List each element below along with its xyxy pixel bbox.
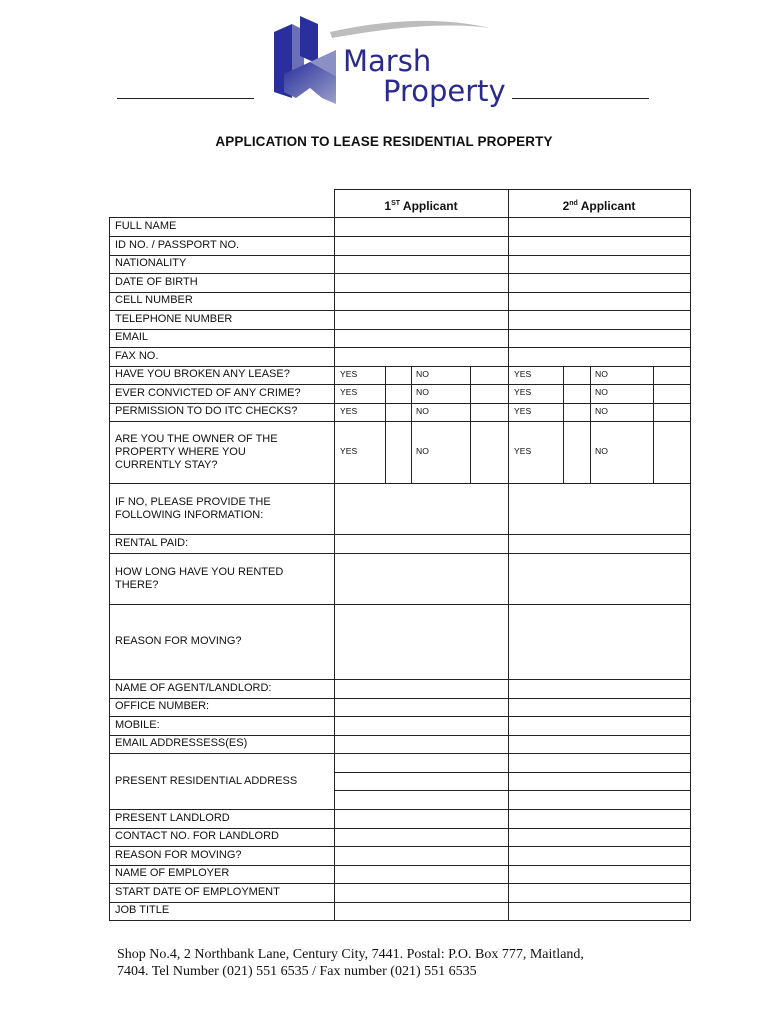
row-label: JOB TITLE: [115, 904, 170, 917]
table-col-rule: [508, 604, 509, 680]
footer-address: [117, 946, 677, 980]
applicant-1-input[interactable]: [334, 883, 508, 902]
no-label: NO: [595, 368, 608, 379]
table-col-rule: [690, 329, 691, 349]
yes-checkbox[interactable]: [385, 384, 411, 403]
yesno-divider: [590, 403, 591, 422]
yes-checkbox[interactable]: [385, 403, 411, 422]
row-label: DATE OF BIRTH: [115, 275, 198, 288]
table-col-rule: [508, 421, 509, 484]
yes-checkbox[interactable]: [563, 403, 590, 422]
yes-label: YES: [340, 446, 358, 456]
table-col-rule: [334, 329, 335, 349]
table-col-rule: [690, 255, 691, 275]
table-col-rule: [109, 366, 110, 386]
applicant-1-number: 1: [384, 199, 392, 213]
yes-checkbox[interactable]: [385, 421, 411, 483]
table-col-rule: [109, 679, 110, 699]
table-col-rule: [334, 347, 335, 367]
table-col-rule: [508, 347, 509, 367]
table-col-rule: [690, 347, 691, 367]
applicant-2-input[interactable]: [508, 735, 690, 754]
table-col-rule: [690, 735, 691, 755]
applicant-2-input[interactable]: [508, 553, 690, 604]
table-row-rule: [109, 920, 691, 921]
table-col-rule: [508, 716, 509, 736]
row-label: IF NO, PLEASE PROVIDE THE FOLLOWING INFORMATION:: [115, 495, 271, 521]
table-col-rule: [109, 828, 110, 848]
table-col-rule: [109, 236, 110, 256]
table-col-rule: [334, 883, 335, 903]
row-label: PRESENT RESIDENTIAL ADDRESS: [115, 774, 298, 787]
table-col-rule: [109, 403, 110, 423]
row-label: CONTACT NO. FOR LANDLORD: [115, 830, 279, 843]
applicant-2-input[interactable]: [508, 902, 690, 921]
table-col-rule: [334, 679, 335, 699]
table-col-rule: [508, 310, 509, 330]
table-col-rule: [109, 735, 110, 755]
row-label: CELL NUMBER: [115, 294, 193, 307]
table-col-rule: [334, 366, 335, 386]
table-col-rule: [690, 292, 691, 312]
no-label: NO: [595, 446, 608, 456]
address-line-rule: [334, 772, 691, 773]
table-col-rule: [690, 865, 691, 885]
table-col-rule: [690, 828, 691, 848]
row-label: START DATE OF EMPLOYMENT: [115, 885, 280, 898]
row-label: NATIONALITY: [115, 257, 187, 270]
applicant-1-input[interactable]: [334, 865, 508, 884]
applicant-1-input[interactable]: [334, 534, 508, 553]
applicant-2-input[interactable]: [508, 716, 690, 735]
table-col-rule: [508, 255, 509, 275]
table-col-rule: [334, 604, 335, 680]
row-label: MOBILE:: [115, 718, 160, 731]
row-label: EMAIL ADDRESSESS(ES): [115, 737, 248, 750]
applicant-1-word: Applicant: [402, 199, 458, 213]
table-col-rule: [690, 716, 691, 736]
yes-checkbox[interactable]: [563, 366, 590, 385]
table-col-rule: [334, 735, 335, 755]
no-checkbox[interactable]: [653, 403, 673, 422]
no-checkbox[interactable]: [470, 384, 490, 403]
table-col-rule: [690, 698, 691, 718]
table-col-rule: [109, 329, 110, 349]
table-col-rule: [109, 553, 110, 605]
applicant-1-input[interactable]: [334, 846, 508, 865]
table-col-rule: [109, 483, 110, 535]
table-col-rule: [508, 292, 509, 312]
applicant-1-input[interactable]: [334, 716, 508, 735]
table-col-rule: [109, 698, 110, 718]
header-rule-left: [117, 98, 254, 99]
header-col-rule: [690, 189, 691, 217]
row-label: ARE YOU THE OWNER OF THE PROPERTY WHERE YOU CURRENTLY STAY?: [115, 432, 278, 471]
applicant-2-input[interactable]: [508, 698, 690, 717]
table-col-rule: [690, 679, 691, 699]
applicant-1-input[interactable]: [334, 809, 508, 828]
applicant-2-input[interactable]: [508, 483, 690, 534]
yes-label: YES: [514, 368, 532, 379]
yesno-divider: [411, 384, 412, 403]
yesno-divider: [411, 366, 412, 385]
applicant-2-input[interactable]: [508, 255, 690, 274]
applicant-1-input[interactable]: [334, 753, 508, 809]
table-col-rule: [690, 883, 691, 903]
table-col-rule: [109, 716, 110, 736]
row-label: REASON FOR MOVING?: [115, 848, 242, 861]
row-label: EVER CONVICTED OF ANY CRIME?: [115, 386, 301, 399]
brand-name-line2: Property: [383, 74, 506, 108]
table-col-rule: [690, 809, 691, 829]
applicant-2-input[interactable]: [508, 292, 690, 311]
row-label: TELEPHONE NUMBER: [115, 312, 233, 325]
footer-line-2: 7404. Tel Number (021) 551 6535 / Fax number (021) 551 6535: [117, 964, 477, 979]
applicant-2-input[interactable]: [508, 865, 690, 884]
applicant-2-input[interactable]: [508, 217, 690, 236]
table-col-rule: [334, 273, 335, 293]
no-label: NO: [416, 387, 429, 398]
yes-checkbox[interactable]: [385, 366, 411, 385]
table-col-rule: [508, 273, 509, 293]
table-col-rule: [508, 329, 509, 349]
table-col-rule: [508, 236, 509, 256]
table-col-rule: [334, 292, 335, 312]
table-col-rule: [109, 604, 110, 680]
table-col-rule: [508, 828, 509, 848]
applicant-2-word: Applicant: [580, 199, 636, 213]
table-col-rule: [334, 809, 335, 829]
table-col-rule: [690, 553, 691, 605]
applicant-1-input[interactable]: [334, 553, 508, 604]
yesno-divider: [590, 366, 591, 385]
table-col-rule: [508, 865, 509, 885]
applicant-2-number: 2: [562, 199, 570, 213]
no-label: NO: [416, 446, 429, 456]
applicant-2-input[interactable]: [508, 753, 690, 809]
table-col-rule: [508, 735, 509, 755]
table-col-rule: [690, 421, 691, 484]
applicant-1-input[interactable]: [334, 483, 508, 534]
applicant-1-input[interactable]: [334, 273, 508, 292]
yes-checkbox[interactable]: [563, 384, 590, 403]
row-label: HAVE YOU BROKEN ANY LEASE?: [115, 368, 290, 381]
applicant-1-suffix: ST: [391, 200, 401, 207]
table-col-rule: [334, 217, 335, 237]
applicant-1-input[interactable]: [334, 735, 508, 754]
table-col-rule: [508, 753, 509, 810]
applicant-1-input[interactable]: [334, 292, 508, 311]
no-checkbox[interactable]: [653, 384, 673, 403]
applicant-2-input[interactable]: [508, 883, 690, 902]
table-col-rule: [690, 384, 691, 404]
table-col-rule: [334, 865, 335, 885]
row-label: EMAIL: [115, 331, 149, 344]
applicant-1-input[interactable]: [334, 329, 508, 348]
table-col-rule: [690, 846, 691, 866]
applicant-2-input[interactable]: [508, 347, 690, 366]
no-label: NO: [416, 405, 429, 416]
applicant-1-input[interactable]: [334, 902, 508, 921]
no-checkbox[interactable]: [470, 366, 490, 385]
row-label: ID NO. / PASSPORT NO.: [115, 238, 240, 251]
table-col-rule: [690, 483, 691, 535]
table-col-rule: [334, 403, 335, 423]
table-col-rule: [690, 217, 691, 237]
applicant-1-input[interactable]: [334, 236, 508, 255]
table-col-rule: [690, 534, 691, 554]
applicant-1-input[interactable]: [334, 310, 508, 329]
table-col-rule: [334, 553, 335, 605]
table-col-rule: [109, 846, 110, 866]
applicant-2-header: [508, 199, 690, 213]
table-col-rule: [334, 236, 335, 256]
table-col-rule: [334, 310, 335, 330]
no-label: NO: [595, 387, 608, 398]
yes-label: YES: [514, 387, 532, 398]
table-col-rule: [690, 273, 691, 293]
table-col-rule: [508, 809, 509, 829]
yesno-divider: [590, 384, 591, 403]
yesno-divider: [411, 421, 412, 483]
applicant-2-input[interactable]: [508, 329, 690, 348]
table-col-rule: [690, 753, 691, 810]
table-col-rule: [334, 753, 335, 810]
yes-label: YES: [340, 405, 358, 416]
header-top-rule: [334, 189, 691, 190]
table-col-rule: [109, 310, 110, 330]
applicant-2-suffix: nd: [569, 200, 578, 207]
table-col-rule: [508, 534, 509, 554]
table-col-rule: [334, 384, 335, 404]
table-col-rule: [508, 902, 509, 922]
applicant-1-header: [334, 199, 508, 213]
yes-label: YES: [514, 446, 532, 456]
row-label: FAX NO.: [115, 349, 159, 362]
table-col-rule: [109, 809, 110, 829]
applicant-2-input[interactable]: [508, 534, 690, 553]
address-line-rule: [334, 790, 691, 791]
table-col-rule: [334, 698, 335, 718]
table-col-rule: [334, 716, 335, 736]
applicant-2-input[interactable]: [508, 679, 690, 698]
yes-checkbox[interactable]: [563, 421, 590, 483]
applicant-2-input[interactable]: [508, 604, 690, 679]
table-col-rule: [508, 217, 509, 237]
table-col-rule: [508, 384, 509, 404]
table-col-rule: [334, 255, 335, 275]
table-col-rule: [690, 236, 691, 256]
table-col-rule: [109, 292, 110, 312]
table-col-rule: [508, 403, 509, 423]
applicant-1-input[interactable]: [334, 217, 508, 236]
table-col-rule: [109, 534, 110, 554]
table-col-rule: [508, 553, 509, 605]
applicant-1-input[interactable]: [334, 604, 508, 679]
table-col-rule: [109, 384, 110, 404]
yesno-divider: [411, 403, 412, 422]
applicant-1-input[interactable]: [334, 698, 508, 717]
table-col-rule: [508, 883, 509, 903]
row-label: OFFICE NUMBER:: [115, 700, 210, 713]
no-checkbox[interactable]: [470, 421, 490, 483]
yes-label: YES: [340, 368, 358, 379]
table-col-rule: [109, 217, 110, 237]
table-col-rule: [109, 255, 110, 275]
footer-line-1: Shop No.4, 2 Northbank Lane, Century City, 7441. Postal: P.O. Box 777, Maitland,: [117, 947, 584, 962]
yes-label: YES: [340, 387, 358, 398]
no-checkbox[interactable]: [653, 366, 673, 385]
table-col-rule: [690, 604, 691, 680]
applicant-1-input[interactable]: [334, 828, 508, 847]
table-col-rule: [109, 347, 110, 367]
table-col-rule: [508, 366, 509, 386]
yesno-divider: [590, 421, 591, 483]
applicant-2-input[interactable]: [508, 828, 690, 847]
table-col-rule: [334, 828, 335, 848]
no-label: NO: [416, 368, 429, 379]
row-label: HOW LONG HAVE YOU RENTED THERE?: [115, 565, 284, 591]
table-col-rule: [690, 310, 691, 330]
yes-label: YES: [514, 405, 532, 416]
applicant-2-input[interactable]: [508, 273, 690, 292]
table-col-rule: [109, 883, 110, 903]
applicant-1-input[interactable]: [334, 255, 508, 274]
table-col-rule: [334, 534, 335, 554]
table-col-rule: [508, 698, 509, 718]
table-col-rule: [508, 846, 509, 866]
table-col-rule: [508, 679, 509, 699]
row-label: FULL NAME: [115, 220, 177, 232]
row-label: NAME OF EMPLOYER: [115, 867, 230, 880]
table-col-rule: [690, 902, 691, 922]
applicant-1-input[interactable]: [334, 679, 508, 698]
row-label: NAME OF AGENT/LANDLORD:: [115, 681, 272, 694]
table-col-rule: [508, 483, 509, 535]
applicant-2-input[interactable]: [508, 236, 690, 255]
applicant-2-input[interactable]: [508, 809, 690, 828]
brand-name-line1: Marsh: [343, 44, 432, 78]
table-col-rule: [690, 403, 691, 423]
table-col-rule: [109, 421, 110, 484]
applicant-2-input[interactable]: [508, 846, 690, 865]
form-title: APPLICATION TO LEASE RESIDENTIAL PROPERTY: [215, 134, 553, 149]
table-col-rule: [109, 902, 110, 922]
table-col-rule: [334, 421, 335, 484]
no-checkbox[interactable]: [653, 421, 673, 483]
table-col-rule: [334, 483, 335, 535]
table-col-rule: [109, 753, 110, 810]
table-col-rule: [109, 273, 110, 293]
row-label: RENTAL PAID:: [115, 537, 189, 549]
table-col-rule: [334, 902, 335, 922]
applicant-1-input[interactable]: [334, 347, 508, 366]
no-checkbox[interactable]: [470, 403, 490, 422]
table-col-rule: [690, 366, 691, 386]
row-label: PERMISSION TO DO ITC CHECKS?: [115, 405, 298, 418]
no-label: NO: [595, 405, 608, 416]
row-label: REASON FOR MOVING?: [115, 635, 242, 647]
applicant-2-input[interactable]: [508, 310, 690, 329]
table-col-rule: [109, 865, 110, 885]
table-col-rule: [334, 846, 335, 866]
row-label: PRESENT LANDLORD: [115, 811, 230, 824]
header-rule-right: [512, 98, 649, 99]
